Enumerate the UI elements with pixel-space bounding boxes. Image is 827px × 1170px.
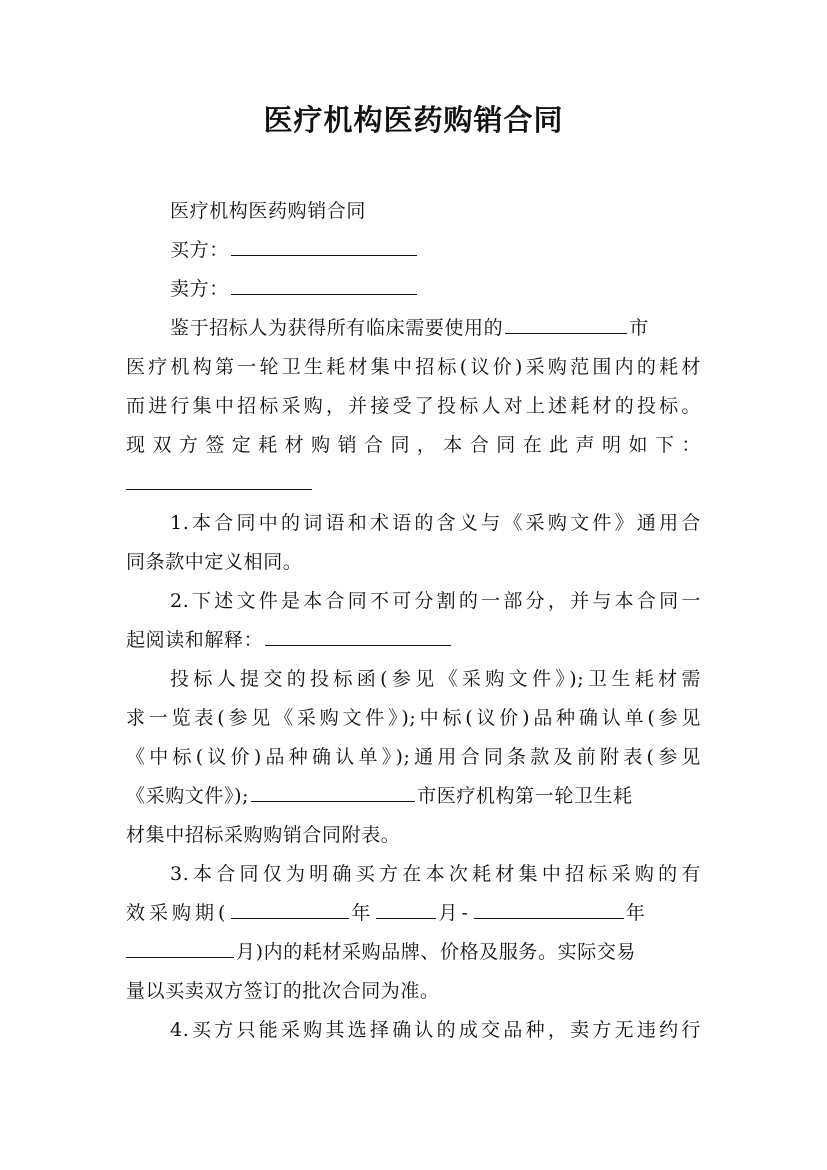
docs-text-d: 《采购文件》); (126, 785, 250, 807)
clause-3-line-2 (126, 898, 649, 928)
clause-4-line-1: 4.买方只能采购其选择确认的成交品种，卖方无违约行 (170, 1019, 701, 1041)
preamble-line-2: 医疗机构第一轮卫生耗材集中招标(议价)采购范围内的耗材 (126, 356, 701, 378)
year-label-2: 年 (625, 902, 649, 924)
docs-text-e: 市医疗机构第一轮卫生耗 (417, 785, 633, 807)
clause-3-line-4: 量以买卖双方签订的批次合同为准。 (126, 980, 440, 1002)
preamble-blank (126, 470, 312, 490)
docs-line-2: 求一览表(参见《采购文件》);中标(议价)品种确认单(参见 (126, 707, 701, 729)
buyer-label: 买方： (170, 239, 229, 261)
start-year-blank (231, 899, 349, 919)
start-month-blank (376, 899, 436, 919)
end-month-blank (126, 938, 234, 958)
clause-3-text-b: 效采购期( (126, 902, 230, 924)
docs-line-1: 投标人提交的投标函(参见《采购文件》);卫生耗材需 (170, 668, 701, 690)
clause-1-line-2: 同条款中定义相同。 (126, 551, 303, 573)
docs-city-blank (251, 782, 415, 802)
preamble-line-4: 现双方签定耗材购销合同，本合同在此声明如下： (126, 434, 701, 456)
preamble-blank-line (126, 469, 314, 499)
document-title: 医疗机构医药购销合同 (263, 103, 564, 137)
seller-label: 卖方： (170, 278, 229, 300)
clause-2-blank (265, 626, 451, 646)
clause-2-line-2 (126, 625, 453, 655)
month-label-1: 月- (438, 902, 472, 924)
city-blank (505, 314, 627, 334)
docs-line-4 (126, 781, 633, 811)
subtitle: 医疗机构医药购销合同 (170, 200, 367, 222)
preamble-line-1 (170, 313, 649, 343)
end-year-blank (474, 899, 624, 919)
seller-line (170, 274, 419, 304)
clause-2-line-1: 2.下述文件是本合同不可分割的一部分，并与本合同一 (170, 590, 701, 612)
clause-1-line-1: 1.本合同中的词语和术语的含义与《采购文件》通用合 (170, 512, 701, 534)
clause-2-text-b: 起阅读和解释： (126, 629, 264, 651)
docs-line-3: 《中标(议价)品种确认单》);通用合同条款及前附表(参见 (126, 746, 701, 768)
docs-line-5: 材集中招标采购购销合同附表。 (126, 824, 401, 846)
preamble-text-b: 市 (629, 317, 649, 339)
clause-3-line-1: 3.本合同仅为明确买方在本次耗材集中招标采购的有 (170, 863, 701, 885)
seller-blank (231, 275, 417, 295)
clause-3-text-c: 月)内的耗材采购品牌、价格及服务。实际交易 (236, 941, 637, 963)
preamble-line-3: 而进行集中招标采购，并接受了投标人对上述耗材的投标。 (126, 395, 701, 417)
year-label-1: 年 (351, 902, 375, 924)
preamble-text-a: 鉴于招标人为获得所有临床需要使用的 (170, 317, 504, 339)
buyer-blank (231, 236, 417, 256)
buyer-line (170, 235, 419, 265)
clause-3-line-3 (126, 937, 636, 967)
